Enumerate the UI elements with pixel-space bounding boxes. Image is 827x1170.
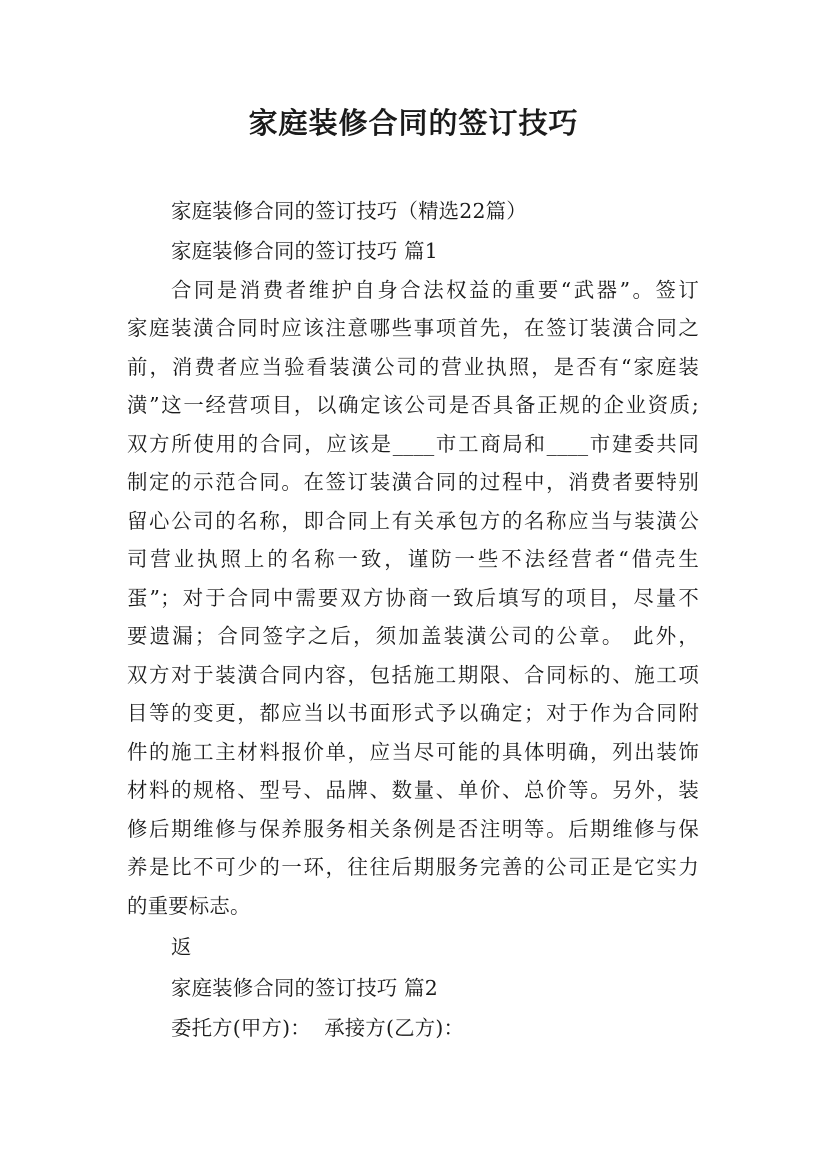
paragraph-line: 双方对于装潢合同内容，包括施工期限、合同标的、施工项 xyxy=(127,663,699,687)
paragraph-line: 双方所使用的合同，应该是____市工商局和____市建委共同 xyxy=(127,432,699,456)
paragraph-line: 件的施工主材料报价单，应当尽可能的具体明确，列出装饰 xyxy=(127,740,699,764)
paragraph-line: 修后期维修与保养服务相关条例是否注明等。后期维修与保 xyxy=(127,817,699,841)
return-link[interactable]: 返 xyxy=(171,935,192,959)
paragraph-line: 养是比不可少的一环，往往后期服务完善的公司正是它实力 xyxy=(127,855,699,879)
paragraph-line: 家庭装潢合同时应该注意哪些事项首先，在签订装潢合同之 xyxy=(127,316,699,340)
document-title: 家庭装修合同的签订技巧 xyxy=(248,106,579,140)
parties-line: 委托方(甲方)： 承接方(乙方)： xyxy=(171,1016,465,1040)
section2-heading: 家庭装修合同的签订技巧 篇2 xyxy=(171,976,438,1000)
paragraph-line: 合同是消费者维护自身合法权益的重要“武器”。签订 xyxy=(171,278,699,302)
paragraph-line: 前，消费者应当验看装潢公司的营业执照，是否有“家庭装 xyxy=(127,355,699,379)
paragraph-line: 留心公司的名称，即合同上有关承包方的名称应当与装潢公 xyxy=(127,509,699,533)
section1-heading: 家庭装修合同的签订技巧 篇1 xyxy=(171,239,438,263)
paragraph-line: 材料的规格、型号、品牌、数量、单价、总价等。另外，装 xyxy=(127,778,699,802)
paragraph-line: 目等的变更，都应当以书面形式予以确定；对于作为合同附 xyxy=(127,701,699,725)
paragraph-line: 蛋”；对于合同中需要双方协商一致后填写的项目，尽量不 xyxy=(127,586,699,610)
paragraph-line: 潢”这一经营项目，以确定该公司是否具备正规的企业资质; xyxy=(127,393,699,417)
paragraph-line: 的重要标志。 xyxy=(127,894,251,918)
paragraph-line: 司营业执照上的名称一致，谨防一些不法经营者“借壳生 xyxy=(127,547,699,571)
document-subtitle: 家庭装修合同的签订技巧（精选22篇） xyxy=(171,199,527,223)
paragraph-line: 要遗漏；合同签字之后，须加盖装潢公司的公章。 此外， xyxy=(127,624,699,648)
paragraph-line: 制定的示范合同。在签订装潢合同的过程中，消费者要特别 xyxy=(127,470,699,494)
